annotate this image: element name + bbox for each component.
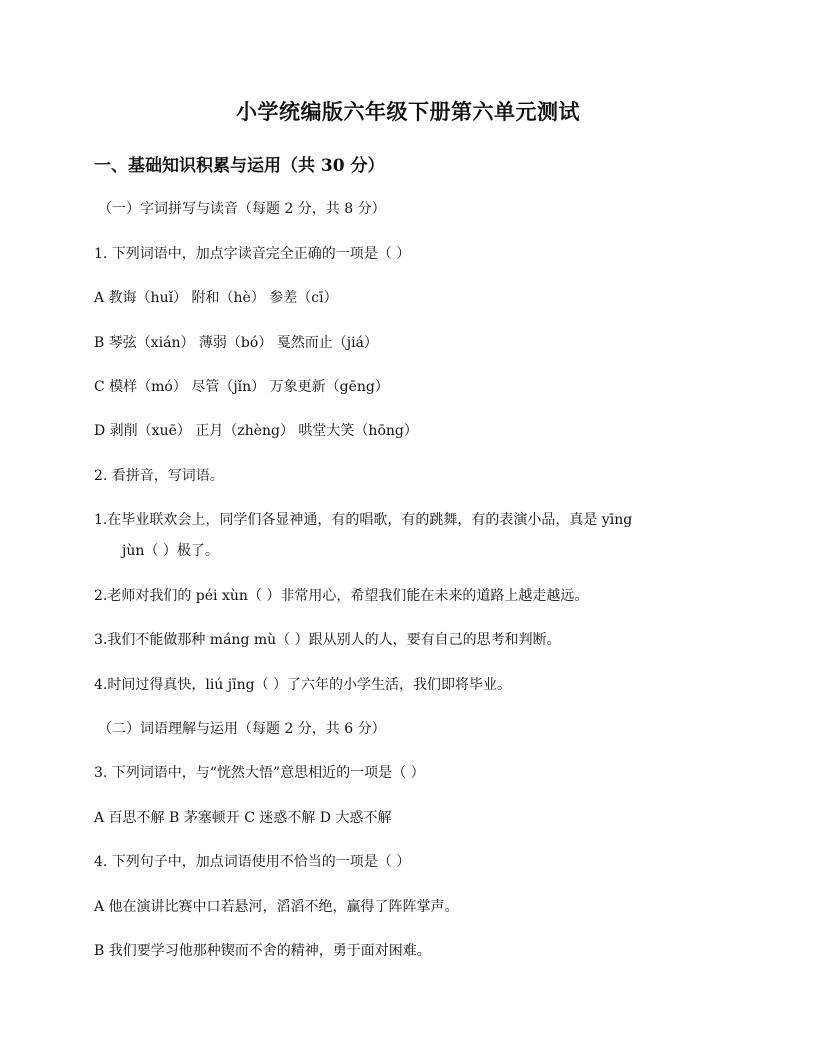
question-2-item-4: 4.时间过得真快，liú jīng（ ）了六年的小学生活，我们即将毕业。 (94, 677, 512, 693)
section-heading-basics: 一、基础知识积累与运用（共 30 分） (94, 156, 385, 176)
question-3-stem: 3. 下列词语中，与“恍然大悟”意思相近的一项是（ ） (94, 765, 425, 781)
question-3-options: A 百思不解 B 茅塞顿开 C 迷惑不解 D 大惑不解 (94, 810, 392, 826)
question-1-option-b: B 琴弦（xián） 薄弱（bó） 戛然而止（jiá） (94, 335, 378, 351)
question-2-item-1-line-2: jùn（ ）极了。 (122, 543, 219, 559)
question-2-stem: 2. 看拼音，写词语。 (94, 468, 224, 484)
question-1-option-a: A 教诲（huǐ） 附和（hè） 参差（cī） (94, 290, 338, 306)
question-1-option-c: C 模样（mó） 尽管（jǐn） 万象更新（gēng） (94, 379, 389, 395)
question-2-item-3: 3.我们不能做那种 máng mù（ ）跟从别人的人，要有自己的思考和判断。 (94, 632, 561, 648)
question-4-option-b: B 我们要学习他那种锲而不舍的精神，勇于面对困难。 (94, 943, 431, 959)
question-2-item-1-line-1: 1.在毕业联欢会上，同学们各显神通，有的唱歌，有的跳舞，有的表演小品，真是 yīng (94, 512, 633, 528)
question-1-stem: 1. 下列词语中，加点字读音完全正确的一项是（ ） (94, 246, 411, 262)
question-1-option-d: D 剥削（xuē） 正月（zhèng） 哄堂大笑（hōng） (94, 423, 418, 439)
question-2-item-1 (94, 505, 704, 567)
part-heading-vocabulary: （二）词语理解与运用（每题 2 分，共 6 分） (98, 721, 386, 737)
question-4-stem: 4. 下列句子中，加点词语使用不恰当的一项是（ ） (94, 854, 411, 870)
question-2-item-2: 2.老师对我们的 péi xùn（ ）非常用心，希望我们能在未来的道路上越走越远。 (94, 588, 589, 604)
part-heading-spelling: （一）字词拼写与读音（每题 2 分，共 8 分） (98, 201, 386, 217)
question-4-option-a: A 他在演讲比赛中口若悬河，滔滔不绝，赢得了阵阵掌声。 (94, 899, 459, 915)
document-title: 小学统编版六年级下册第六单元测试 (236, 99, 580, 124)
